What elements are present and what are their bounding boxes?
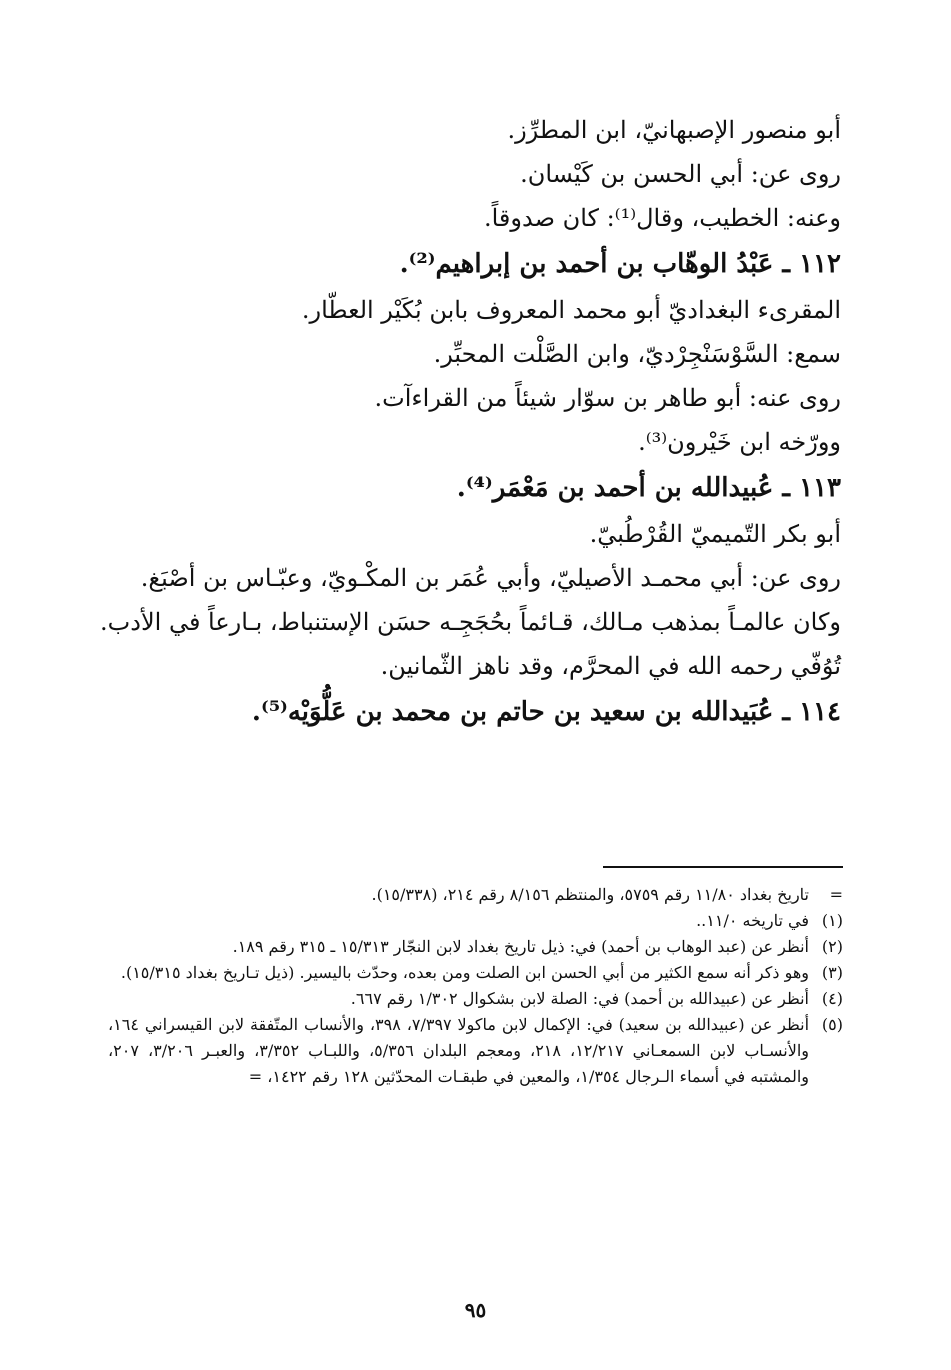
entry-heading: ١١٤ ـ عُبَيدالله بن سعيد بن حاتم بن محمد بن عَلُّوَيْه⁽⁵⁾. [251,697,841,727]
footnote [108,960,843,986]
text-line: أبو منصور الإصبهانيّ، ابن المطرِّز. [507,116,841,144]
footnote [108,934,843,960]
footnotes [108,882,843,1090]
footnote-text: أنظر عن (عبيدالله بن سعيد) في: الإكمال لابن ماكولا ٧/٣٩٧، ٣٩٨، والأنساب المتّفقة لابن القيسراني ١٦٤، والأنسـاب لابن السمعـاني ١٢/٢١٧، ٢١٨، ومعجم البلدان ٥/٣٥٦، واللبـاب ٣/٣٥٢، والعبـر ٣/٢٠٦، ٢٠٧، والمشتبه في أسماء الـرجال ١/٣٥٤، والمعين في طبقـات المحدّثين ١٢٨ رقم ١٤٢٢، = [108,1015,810,1086]
footnote-mark: (١) [821,911,843,930]
footnote-mark: (٢) [821,937,843,956]
footnote-separator [603,866,843,868]
footnote-mark: (٥) [821,1015,843,1034]
footnote [108,986,843,1012]
footnote-text: وهو ذكر أنه سمع الكثير من أبي الحسن ابن الصلت ومن بعده، وحدّث باليسير. (ذيل تـاريخ بغداد ١٥/٣١٥). [120,963,809,982]
text-line: أبو بكر التّميميّ القُرْطُبيّ. [589,520,841,548]
text-line: المقرىء البغداديّ أبو محمد المعروف بابن بُكَيْر العطّار. [301,296,841,324]
footnote [108,882,843,908]
text-line: روى عنه: أبو طاهر بن سوّار شيئاً من القراءآت. [374,384,841,412]
entry-heading: ١١٢ ـ عَبْدُ الوهّاب بن أحمد بن إبراهيم⁽²⁾. [399,249,841,279]
text-line: سمع: السَّوْسَنْجِرْديّ، وابن الصَّلْت المحبِّر. [433,340,841,368]
footnote-text: في تاريخه ١١/٠.. [696,911,809,930]
footnote-text: أنظر عن (عبيدالله بن أحمد) في: الصلة لابن بشكوال ١/٣٠٢ رقم ٦٦٧. [350,989,809,1008]
footnote-mark: (٤) [821,989,843,1008]
text-paragraph: روى عن: أبي محمـد الأصيليّ، وأبي عُمَر بن المكْـويّ، وعبّـاس بن أصْبَغ. [140,564,841,592]
text-line: تُوُفّي رحمه الله في المحرَّم، وقد ناهز الثّمانين. [380,652,841,680]
text-line: وعنه: الخطيب، وقال⁽¹⁾: كان صدوقاً. [483,204,841,232]
footnote-text: تاريخ بغداد ١١/٨٠ رقم ٥٧٥٩، والمنتظم ٨/١٥٦ رقم ٢١٤، (١٥/٣٣٨). [371,885,809,904]
footnote-mark: = [829,885,843,904]
main-text [100,115,841,743]
footnote-text: أنظر عن (عبد الوهاب بن أحمد) في: ذيل تاريخ بغداد لابن النجّار ١٥/٣١٣ ـ ٣١٥ رقم ١٨٩. [232,937,809,956]
footnote [108,1012,843,1090]
footnote-mark: (٣) [821,963,843,982]
text-line: روى عن: أبي الحسن بن كَيْسان. [520,160,841,188]
text-paragraph: وكان عالمـاً بمذهب مـالك، قـائماً بحُجَجِـه حسَن الإستنباط، بـارعاً في الأدب. [100,608,841,636]
text-line: وورّخه ابن خَيْرون⁽³⁾. [638,428,841,456]
footnote [108,908,843,934]
page-number: ٩٥ [464,1298,487,1322]
entry-heading: ١١٣ ـ عُبيدالله بن أحمد بن مَعْمَر⁽⁴⁾. [456,473,841,503]
